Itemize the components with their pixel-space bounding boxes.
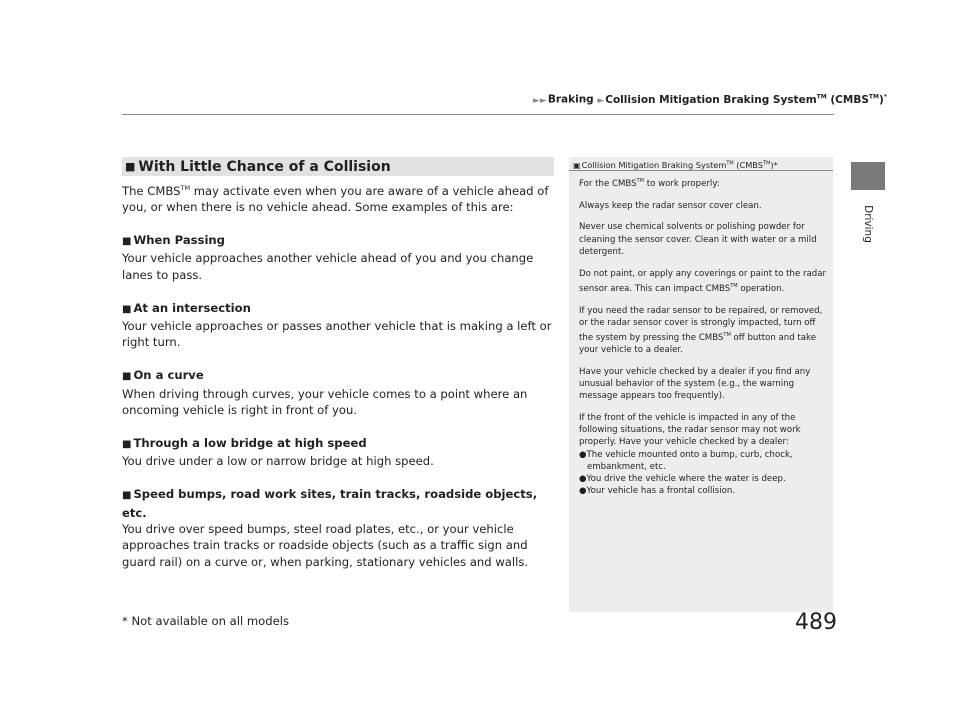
example-text: You drive under a low or narrow bridge at high speed. (122, 454, 434, 469)
footnote: * Not available on all models (122, 614, 289, 628)
sidebar-paragraph: Always keep the radar sensor cover clean. (579, 200, 762, 211)
example-heading: ■ Speed bumps, road work sites, train tracks, roadside objects, etc. (122, 487, 538, 520)
sidebar-title[interactable]: ▣Collision Mitigation Braking System™ (CMBS™)* (573, 160, 778, 170)
sidebar-paragraph: If the front of the vehicle is impacted in any of the following situations, the radar sensor may not work properly. Have your vehicle checked by a dealer: (579, 412, 801, 448)
main-content (122, 180, 562, 570)
square-bullet-icon: ■ (122, 371, 132, 383)
square-bullet-icon: ■ (125, 160, 136, 173)
intro-paragraph: The CMBS™ may activate even when you are aware of a vehicle ahead of you, or when there is no vehicle ahead. Some examples of this are: (122, 183, 549, 215)
example-text: When driving through curves, your vehicle comes to a point where an oncoming vehicle is right in front of you. (122, 386, 528, 418)
example-text: Your vehicle approaches or passes another vehicle that is making a left or right turn. (122, 319, 552, 350)
section-title: With Little Chance of a Collision (138, 158, 391, 175)
square-bullet-icon: ■ (122, 236, 132, 248)
sidebar-paragraph: Do not paint, or apply any coverings or paint to the radar sensor area. This can impact CMBS™ operation. (579, 268, 827, 294)
breadcrumb-braking[interactable]: Braking (547, 93, 594, 106)
square-bullet-icon: ■ (122, 490, 132, 502)
sidebar-paragraph: Never use chemical solvents or polishing powder for cleaning the sensor cover. Clean it with water or a mild detergent. (579, 222, 817, 257)
section-heading (122, 157, 554, 176)
bullet-dot-icon: ● (579, 449, 587, 460)
square-bullet-icon: ■ (122, 438, 132, 450)
arrow-icon: ► (597, 95, 605, 106)
breadcrumb (533, 93, 887, 106)
example-text: Your vehicle approaches another vehicle ahead of you and you change lanes to pass. (122, 251, 534, 282)
header-rule (122, 114, 834, 115)
sidebar-paragraph: For the CMBS™ to work properly: (579, 178, 720, 189)
example-heading: ■ At an intersection (122, 300, 251, 315)
sidebar-bullet: ●You drive the vehicle where the water is deep. (579, 474, 786, 484)
chapter-tab-label[interactable]: Driving (862, 205, 874, 243)
chapter-tab-marker[interactable] (851, 162, 885, 190)
sidebar-bullet: ●The vehicle mounted onto a bump, curb, chock, embankment, etc. (579, 449, 793, 472)
example-text: You drive over speed bumps, steel road plates, etc., or your vehicle approaches train tracks or roadside objects (such as a traffic sign and guard rail) on a curve or, when parking, stationary vehicles and walls. (122, 521, 529, 569)
example-heading: ■ On a curve (122, 368, 204, 383)
sidebar-rule (569, 170, 833, 171)
sidebar-paragraph: If you need the radar sensor to be repaired, or removed, or the radar sensor cover is strongly impacted, turn off the system by pressing the CMBS™ off button and take your vehicle to a dealer. (579, 305, 823, 355)
sidebar-bullet: ●Your vehicle has a frontal collision. (579, 486, 736, 497)
page-number: 489 (795, 610, 837, 635)
square-bullet-icon: ■ (122, 303, 132, 315)
bullet-dot-icon: ● (579, 486, 587, 497)
breadcrumb-cmbs[interactable]: Collision Mitigation Braking System™ (CMBS™)* (605, 93, 887, 106)
bullet-dot-icon: ● (579, 474, 587, 484)
example-heading: ■ When Passing (122, 233, 225, 248)
sidebar-body (579, 175, 829, 497)
reference-icon: ▣ (573, 161, 581, 170)
sidebar-paragraph: Have your vehicle checked by a dealer if you find any unusual behavior of the system (e.g., the warning message appears too frequently). (579, 366, 811, 402)
double-arrow-icon: ►► (533, 95, 547, 106)
example-heading: ■ Through a low bridge at high speed (122, 435, 367, 450)
